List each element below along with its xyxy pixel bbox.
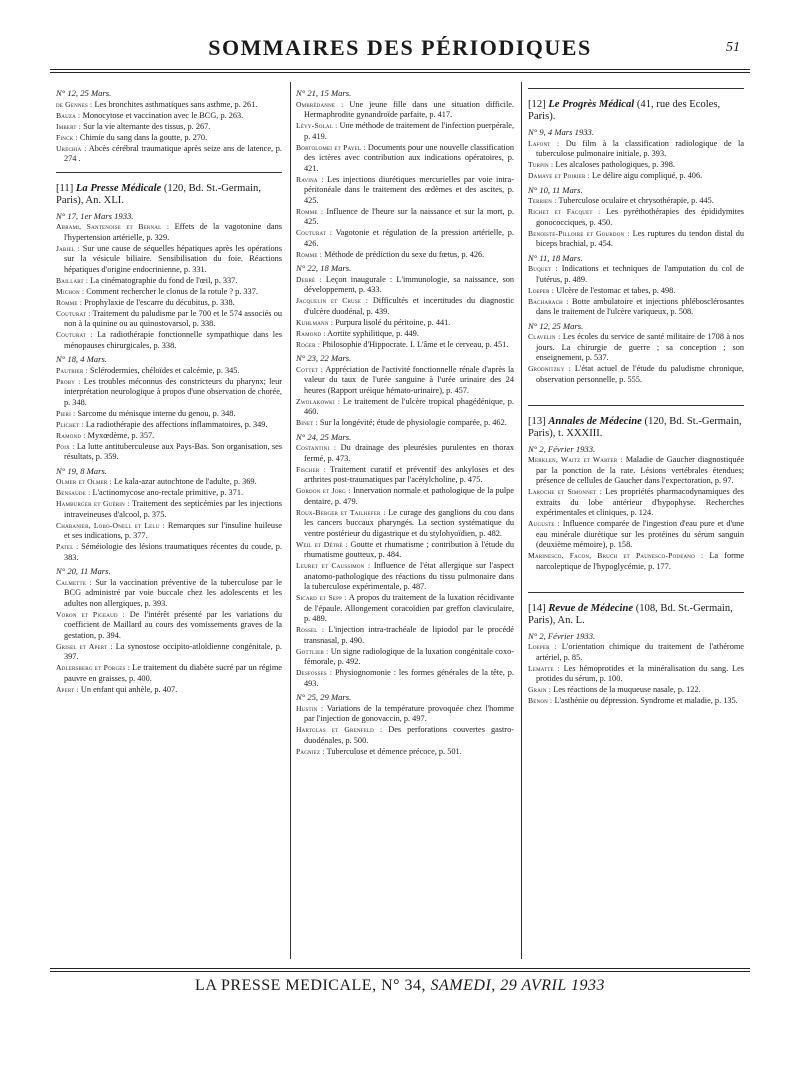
article-author: Ramond : xyxy=(296,328,326,338)
article-entry xyxy=(296,540,514,561)
journal-details: (120, Bd. St.-Germain, Paris), An. XLI. xyxy=(56,182,261,206)
article-author: Roux-Berger et Tailhefer : xyxy=(296,507,386,517)
article-author: Adlersberg et Porges : xyxy=(56,663,131,672)
article-entry xyxy=(528,642,744,663)
article-entry xyxy=(296,418,514,429)
article-entry xyxy=(528,171,744,182)
article-entry xyxy=(56,499,282,520)
footer-issue: N° 34, xyxy=(381,977,427,994)
article-entry xyxy=(56,488,282,499)
article-author: Couturat : xyxy=(296,228,333,237)
article-entry xyxy=(296,486,514,507)
article-entry xyxy=(56,642,282,663)
article-entry xyxy=(56,366,282,377)
article-author: Bortolomei et Payel : xyxy=(296,142,366,152)
article-entry xyxy=(56,244,282,276)
article-author: Hustin : xyxy=(296,703,324,713)
section-separator xyxy=(56,172,282,173)
article-author: Romme : xyxy=(56,297,83,307)
article-entry xyxy=(56,521,282,542)
article-title: Le traitement du diabète sucré par un régime pauvre en graisses, p. 400. xyxy=(64,663,282,683)
article-title: Tuberculose et démence précoce, p. 501. xyxy=(324,746,462,756)
article-author: Voron et Pigeaud : xyxy=(56,609,125,619)
article-title: La synostose occipito-atloïdienne congénitale, p. 397. xyxy=(64,641,282,661)
article-title: Les troubles méconnus des constricteurs du pharynx; leur interprétation neurologique à propos d'une observation de chorée, p. 348. xyxy=(64,376,282,407)
article-author: Pagniez : xyxy=(296,746,325,756)
article-entry xyxy=(56,442,282,463)
issue-heading: N° 23, 22 Mars. xyxy=(296,353,352,363)
article-entry xyxy=(528,664,744,685)
article-author: Leuret et Caussimon : xyxy=(296,561,371,570)
article-title: Les écoles du service de santé militaire de 1708 à nos jours. La chirurgie de guerre ; sa conception ; son enseignement, p. 537. xyxy=(536,332,744,362)
article-entry xyxy=(56,578,282,610)
article-entry xyxy=(296,508,514,540)
issue-heading: N° 20, 11 Mars. xyxy=(56,566,111,576)
journal-name: La Presse Médicale xyxy=(75,182,162,194)
article-entry xyxy=(528,297,744,318)
article-entry xyxy=(296,275,514,296)
journal-details: (108, Bd. St.-Germain, Paris), An. L. xyxy=(528,602,733,626)
issue-heading: N° 2, Février 1933. xyxy=(528,630,596,641)
article-entry xyxy=(296,250,514,261)
article-title: Prophylaxie de l'escarre du décubitus, p. 338. xyxy=(82,297,235,307)
article-title: Influence de l'état allergique sur l'aspect anatomo-pathologique des réactions du tissu pulmonaire dans la tuberculose expérimentale, p. 487. xyxy=(304,561,514,591)
article-title: Influence de l'heure sur la naissance et sur la mort, p. 425. xyxy=(304,206,514,226)
article-author: Buquet : xyxy=(528,264,558,273)
article-title: L'actinomycose ano-rectale primitive, p. 371. xyxy=(90,488,244,497)
article-title: Les injections diurétiques mercurielles par voie intra-péritonéale dans le traitement des œdèmes et des ascites, p. 425. xyxy=(304,174,514,205)
article-title: Sur la longévité; étude de physiologie comparée, p. 462. xyxy=(317,418,507,427)
article-entry xyxy=(296,561,514,593)
article-title: Effets de la vagotonine dans l'hypertension artérielle, p. 329. xyxy=(64,222,282,242)
article-entry xyxy=(56,287,282,298)
article-title: Myxœdème, p. 357. xyxy=(85,430,155,440)
article-title: La lutte antituberculeuse aux Pays-Bas. Son organisation, ses résultats, p. 359. xyxy=(64,441,282,461)
article-author: Rossel : xyxy=(296,625,325,634)
article-author: Patel : xyxy=(56,542,79,551)
article-title: Comment rechercher le clonus de la rotule ? p. 337. xyxy=(84,286,258,296)
article-title: La cinématographie du fond de l'œil, p. 337. xyxy=(88,275,238,285)
article-entry xyxy=(56,133,282,144)
article-title: Traitement curatif et préventif des ankyloses et des arthrites post-traumatiques par l'acétylcholine, p. 475. xyxy=(304,464,514,484)
article-title: Les alcaloses pathologiques, p. 398. xyxy=(553,160,675,169)
article-entry xyxy=(56,477,282,488)
page-title: SOMMAIRES DES PÉRIODIQUES xyxy=(208,35,592,60)
article-entry xyxy=(528,264,744,285)
article-entry xyxy=(296,143,514,175)
article-entry xyxy=(56,309,282,330)
journal-heading xyxy=(528,416,744,440)
article-entry xyxy=(56,222,282,243)
article-title: Goutte et rhumatisme ; contribution à l'étude du rhumatisme goutteux, p. 484. xyxy=(304,539,514,559)
article-author: Loeper : xyxy=(528,642,557,651)
article-author: de Gennes : xyxy=(56,99,93,109)
article-author: Benon : xyxy=(528,696,553,705)
journal-name: Le Progrès Médical xyxy=(548,99,635,110)
article-title: Un signe radiologique de la luxation congénitale coxo-fémorale, p. 492. xyxy=(304,646,514,666)
article-author: Plichet : xyxy=(56,419,84,429)
article-author: Imbert : xyxy=(56,121,82,131)
article-title: Une jeune fille dans une situation difficile. Hermaphrodite gynandroïde parfaite, p. 417. xyxy=(304,99,514,119)
article-author: Jabiel : xyxy=(56,243,80,253)
article-author: Weil et Détré : xyxy=(296,539,348,549)
article-entry xyxy=(296,668,514,689)
article-author: Grain : xyxy=(528,685,552,694)
header-rule-double xyxy=(50,72,750,73)
article-title: Séméiologie des lésions traumatiques récentes du coude, p. 383. xyxy=(64,542,282,562)
article-title: Méthode de prédiction du sexe du fœtus, p. 426. xyxy=(322,249,485,259)
issue-heading: N° 9, 4 Mars 1933. xyxy=(528,127,594,137)
article-author: Hamburger et Guérin : xyxy=(56,499,130,508)
section-gap xyxy=(528,386,744,398)
article-author: Benoiste-Pilloire et Gourdon : xyxy=(528,228,630,238)
article-title: La radiothérapie des affections inflammatoires, p. 349. xyxy=(83,419,268,429)
article-author: Richet et Facquet : xyxy=(528,207,601,216)
article-author: Clavelin : xyxy=(528,332,561,341)
article-title: L'asthénie ou dépression. Syndrome et maladie, p. 135. xyxy=(552,696,738,705)
article-title: Botte ambulatoire et injections phlébosclérosantes dans le traitement de l'ulcère variqueux, p. 508. xyxy=(536,296,744,316)
article-entry xyxy=(296,329,514,340)
journal-details: (41, rue des Ecoles, Paris). xyxy=(528,99,721,122)
footer-date: SAMEDI, 29 AVRIL 1933 xyxy=(430,977,605,994)
article-title: A propos du traitement de la luxation récidivante de l'épaule. Allongement coracoïdien par greffon claviculaire, p. 489. xyxy=(304,593,514,623)
article-title: Innervation normale et pathologique de la pulpe dentaire, p. 479. xyxy=(304,486,514,506)
article-author: Urechia : xyxy=(56,143,87,153)
article-title: Physiognomonie : les formes générales de la tête, p. 493. xyxy=(304,668,514,688)
article-author: Ravina : xyxy=(296,174,324,184)
article-author: Grodnitzky : xyxy=(528,364,571,373)
article-entry xyxy=(296,228,514,249)
article-author: Hartglas et Grenfeld : xyxy=(296,725,383,734)
article-author: Lafont : xyxy=(528,138,560,148)
article-author: Desfosses : xyxy=(296,668,333,677)
journal-heading xyxy=(528,603,744,627)
article-entry xyxy=(56,377,282,409)
article-author: Pautrier : xyxy=(56,365,88,375)
article-entry xyxy=(56,276,282,287)
article-entry xyxy=(296,625,514,646)
article-entry xyxy=(528,455,744,487)
footer-rule xyxy=(50,968,750,969)
article-entry xyxy=(296,175,514,207)
article-title: Traitement des septicémies par les injections intraveineuses d'alcool, p. 375. xyxy=(64,499,282,519)
article-title: Influence comparée de l'ingestion d'eau pure et d'une eau minérale diurétique sur les protéines du sérum sanguin (deuxième mémoire), p. 158. xyxy=(536,519,744,549)
article-title: Vagotonie et régulation de la pression artérielle, p. 426. xyxy=(304,228,514,248)
article-title: La radiothérapie fonctionnelle sympathique dans les ménopauses chirurgicales, p. 338. xyxy=(64,330,282,350)
issue-heading: N° 12, 25 Mars. xyxy=(56,88,112,98)
article-title: Tuberculose oculaire et chrysothérapie, p. 445. xyxy=(556,196,714,205)
article-entry xyxy=(528,229,744,250)
article-entry xyxy=(296,318,514,329)
issue-heading: N° 21, 15 Mars. xyxy=(296,88,352,98)
article-entry xyxy=(528,286,744,297)
article-title: Chimie du sang dans la goutte, p. 270. xyxy=(77,132,208,142)
issue-heading: N° 10, 11 Mars. xyxy=(528,184,583,195)
article-author: Couturat : xyxy=(56,330,93,339)
article-author: Kuhlmann : xyxy=(296,317,334,327)
article-title: Monocytose et vaccination avec le BCG, p. 263. xyxy=(80,110,244,120)
page-number: 51 xyxy=(726,40,740,55)
article-entry xyxy=(528,519,744,551)
column-2 xyxy=(296,88,514,958)
article-entry xyxy=(296,207,514,228)
article-title: Sarcome du ménisque interne du genou, p. 348. xyxy=(75,408,236,418)
header-rule xyxy=(50,69,750,70)
footer-rule-double xyxy=(50,971,750,972)
journal-name: Annales de Médecine xyxy=(548,415,642,427)
article-author: Turpin : xyxy=(528,160,554,169)
article-entry xyxy=(296,296,514,317)
article-title: Le curage des ganglions du cou dans les cancers buccaux pharyngés. La section systématique du ventre postérieur du digastrique et du stylohyoïdien, p. 482. xyxy=(304,507,514,538)
issue-heading: N° 24, 25 Mars. xyxy=(296,431,352,442)
article-entry xyxy=(528,551,744,572)
article-author: Poix : xyxy=(56,441,75,451)
article-title: Sclérodermies, chéloïdes et calcémie, p. 345. xyxy=(87,365,240,375)
article-title: Le kala-azar autochtone de l'adulte, p. 369. xyxy=(111,477,257,486)
article-author: Couturat : xyxy=(56,308,91,318)
article-title: Du drainage des pleurésies purulentes en thorax fermé, p. 473. xyxy=(304,443,514,463)
article-author: Jacquelin et Cruse : xyxy=(296,296,369,305)
issue-heading: N° 18, 4 Mars. xyxy=(56,354,107,364)
issue-heading: N° 11, 18 Mars. xyxy=(528,252,583,263)
article-title: Le traitement de l'ulcère tropical phagédénique, p. 460. xyxy=(304,396,514,416)
article-entry xyxy=(56,610,282,642)
article-title: Variations de la température provoquée chez l'homme par l'injection de gonovaccin, p. 497. xyxy=(304,703,514,723)
article-title: Des perforations couvertes gastro-duodénales, p. 500. xyxy=(304,725,514,745)
issue-heading: N° 19, 8 Mars. xyxy=(56,465,107,476)
article-entry xyxy=(56,122,282,133)
section-separator xyxy=(528,405,744,406)
article-author: Fischer : xyxy=(296,464,326,474)
issue-heading: N° 17, 1er Mars 1933. xyxy=(56,210,134,221)
article-title: Les réactions de la muqueuse nasale, p. 122. xyxy=(551,685,701,694)
journal-heading xyxy=(528,99,744,123)
article-author: Grisel et Apert : xyxy=(56,641,113,651)
article-author: Merklen, Waitz et Warter : xyxy=(528,455,623,464)
article-author: Romme : xyxy=(296,206,324,216)
article-author: Damaye et Poirier : xyxy=(528,171,590,180)
article-entry xyxy=(296,465,514,486)
article-entry xyxy=(296,365,514,397)
issue-heading: N° 25, 29 Mars. xyxy=(296,692,352,702)
section-gap xyxy=(528,573,744,585)
article-author: Lematte : xyxy=(528,663,560,673)
article-title: Les pyréthothérapies des épididymites gonococciques, p. 450. xyxy=(536,207,744,227)
article-title: La forme narcoleptique de l'hypoglycémie, p. 177. xyxy=(536,551,744,571)
article-author: Olmer et Olmer : xyxy=(56,477,112,486)
article-entry xyxy=(296,647,514,668)
article-entry xyxy=(56,298,282,309)
article-entry xyxy=(296,725,514,746)
journal-number: [14] xyxy=(528,602,546,614)
article-title: Indications et techniques de l'amputation du col de l'utérus, p. 489. xyxy=(536,264,744,284)
article-entry xyxy=(528,364,744,385)
article-author: Apert : xyxy=(56,684,79,694)
article-author: Gottlieb : xyxy=(296,646,329,656)
article-entry xyxy=(528,160,744,171)
issue-heading: N° 12, 25 Mars. xyxy=(528,320,584,331)
article-author: Roger : xyxy=(296,339,321,349)
journal-heading xyxy=(56,183,282,207)
article-author: Sicard et Sepp : xyxy=(296,593,347,602)
article-title: Documents pour une nouvelle classification des ictères avec contribution aux indications opératoires, p. 421. xyxy=(304,142,514,173)
article-entry xyxy=(56,685,282,696)
article-title: Maladie de Gaucher diagnostiquée par la ponction de la rate. Lésions vertébrales étendues; présence de cellules de Gaucher dans l'expectoration, p. 97. xyxy=(536,455,744,485)
article-entry xyxy=(296,340,514,351)
article-title: Un enfant qui anhèle, p. 407. xyxy=(78,684,178,694)
issue-heading: N° 22, 18 Mars. xyxy=(296,263,352,273)
article-title: Appréciation de l'activité fonctionnelle rénale d'après la valeur du taux de l'urée sanguine à l'urée urinaire des 24 heures (Rapport uréique hémato-urinaire), p. 457. xyxy=(304,364,514,395)
article-entry xyxy=(528,332,744,364)
article-entry xyxy=(296,593,514,625)
article-entry xyxy=(296,704,514,725)
journal-number: [12] xyxy=(528,99,546,110)
article-author: Romme : xyxy=(296,249,323,259)
article-author: Costantini : xyxy=(296,443,337,452)
article-author: Zwolakowki : xyxy=(296,396,341,406)
article-entry xyxy=(296,443,514,464)
article-title: Sur une cause de séquelles hépatiques après les opérations sur la vésicule biliaire. Sensibilisation du foie. Réactions hépatiques d'origine endocrinienne, p. 331. xyxy=(64,243,282,274)
article-author: Bauza : xyxy=(56,110,81,120)
article-entry xyxy=(56,100,282,111)
article-entry xyxy=(528,139,744,160)
article-author: Bensaude : xyxy=(56,488,91,497)
article-author: Finck : xyxy=(56,132,78,142)
article-entry xyxy=(528,696,744,707)
article-title: Difficultés et incertitudes du diagnostic d'ulcère duodénal, p. 439. xyxy=(304,296,514,316)
article-entry xyxy=(528,196,744,207)
article-author: Auguste : xyxy=(528,519,560,528)
article-author: Michon : xyxy=(56,286,85,296)
article-author: Baillart : xyxy=(56,275,89,285)
column-1 xyxy=(56,88,282,958)
article-author: Gordon et Jorg : xyxy=(296,486,351,495)
article-entry xyxy=(56,431,282,442)
article-entry xyxy=(56,330,282,351)
article-entry xyxy=(528,685,744,696)
article-entry xyxy=(296,397,514,418)
article-author: Abrami, Santenoise et Bernal : xyxy=(56,222,170,231)
article-title: Abcès cérébral traumatique après seize ans de latence, p. 274 . xyxy=(64,143,282,163)
section-separator xyxy=(528,88,744,89)
article-title: Les propriétés pharmacodynamiques des extraits du lobe antérieur d'hypophyse. Recherches expérimentales et cliniques, p. 124. xyxy=(536,487,744,517)
journal-name: Revue de Médecine xyxy=(548,602,634,614)
article-title: Les hémoprotides et la minéralisation du sang. Les protides du sérum, p. 100. xyxy=(536,663,744,683)
article-title: Sur la vaccination préventive de la tuberculose par le BCG administré par voie buccale chez les adolescents et les adultes non allergiques, p. 393. xyxy=(64,577,282,608)
article-author: Calmette : xyxy=(56,577,92,587)
article-entry xyxy=(56,420,282,431)
journal-number: [11] xyxy=(56,182,74,194)
section-separator xyxy=(528,592,744,593)
page-footer xyxy=(0,978,800,994)
article-title: Sur la vie alternante des tissus, p. 267. xyxy=(81,121,211,131)
article-author: Chabanier, Lobo-Onell et Lelu : xyxy=(56,520,165,530)
article-author: Terrien : xyxy=(528,196,557,205)
column-3 xyxy=(528,88,744,958)
footer-journal: LA PRESSE MEDICALE, xyxy=(195,977,377,994)
article-author: Cottet : xyxy=(296,364,324,374)
article-entry xyxy=(56,663,282,684)
article-title: Aortite syphilitique, p. 449. xyxy=(325,328,419,338)
article-author: Ramond : xyxy=(56,430,86,440)
article-title: L'injection intra-trachéale de lipiodol par le procédé transnasal, p. 490. xyxy=(304,625,514,645)
article-title: De l'intérêt présenté par les variations du coefficient de Maillard au cours des vomissements graves de la gestation, p. 394. xyxy=(64,609,282,640)
article-title: Ulcère de l'estomac et tabes, p. 498. xyxy=(554,285,676,295)
article-title: Les bronchites asthmatiques sans asthme, p. 261. xyxy=(92,99,258,109)
article-title: Philosophie d'Hippocrate. I. L'âme et le cerveau, p. 451. xyxy=(320,339,509,349)
article-author: Lévy-Solal : xyxy=(296,121,338,130)
article-title: Traitement du paludisme par le 700 et le 574 associés ou non à la quinine ou au quinostovarsol, p. 338. xyxy=(64,308,282,328)
article-entry xyxy=(528,487,744,519)
article-entry xyxy=(296,747,514,758)
article-title: L'état actuel de l'étude du paludisme chronique, observation personnelle, p. 555. xyxy=(536,364,744,384)
article-entry xyxy=(528,207,744,228)
article-entry xyxy=(296,100,514,121)
article-author: Debré : xyxy=(296,274,322,284)
article-author: Proby : xyxy=(56,376,81,386)
article-author: Loeper : xyxy=(528,285,555,295)
article-entry xyxy=(56,409,282,420)
article-title: Leçon inaugurale : L'immunologie, sa naissance, son développement, p. 433. xyxy=(304,274,514,294)
journal-number: [13] xyxy=(528,415,546,427)
issue-heading: N° 2, Février 1933. xyxy=(528,443,596,454)
article-title: Du film à la classification radiologique de la tuberculose pulmonaire initiale, p. 393. xyxy=(536,138,744,158)
article-entry xyxy=(56,542,282,563)
article-title: L'orientation chimique du traitement de l'athérome artériel, p. 85. xyxy=(536,642,744,662)
article-title: Purpura lisolé du péritoine, p. 441. xyxy=(333,317,451,327)
article-author: Pieri : xyxy=(56,408,76,418)
column-separator xyxy=(521,82,522,959)
article-title: Remarques sur l'insuline huileuse et ses indications, p. 377. xyxy=(64,520,282,540)
article-entry xyxy=(56,144,282,165)
article-author: Marinesco, Facon, Bruch et Paunesco-Podeano : xyxy=(528,551,704,560)
article-title: Le délire aigu compliqué, p. 406. xyxy=(589,171,703,180)
article-author: Laroche et Simonnet : xyxy=(528,487,603,496)
article-entry xyxy=(296,121,514,142)
article-author: Binet : xyxy=(296,418,318,427)
article-author: Ombrédanne : xyxy=(296,99,344,109)
article-author: Bacharach : xyxy=(528,296,569,306)
article-entry xyxy=(56,111,282,122)
article-title: Les ruptures du tendon distal du biceps brachial, p. 454. xyxy=(536,228,744,248)
journal-details: (120, Bd. St.-Germain, Paris), t. XXXIII. xyxy=(528,415,742,439)
article-title: Une méthode de traitement de l'infection puerpérale, p. 419. xyxy=(304,121,514,141)
column-separator xyxy=(290,82,291,959)
